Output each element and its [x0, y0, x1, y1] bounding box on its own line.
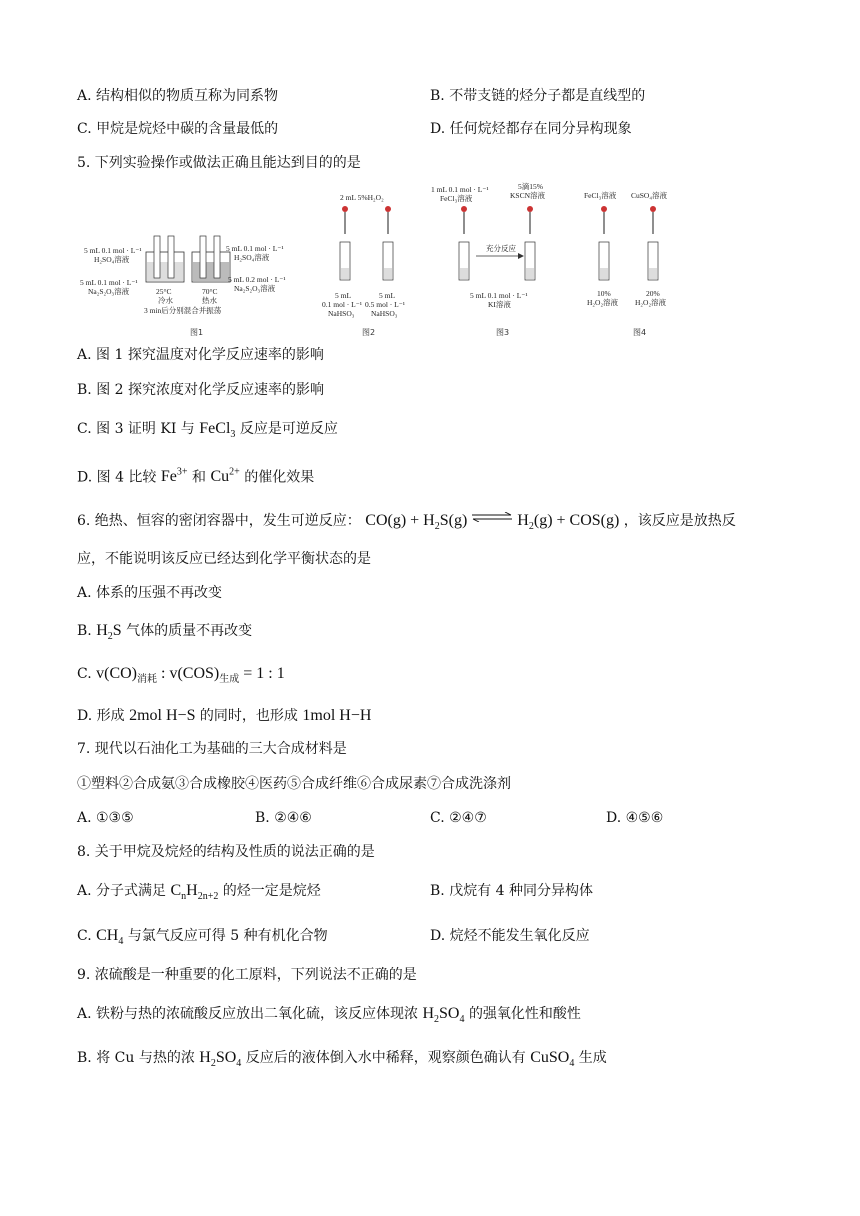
q8-stem: 8. 关于甲烷及烷烃的结构及性质的说法正确的是 [77, 844, 375, 860]
fig1-bath2-label: 热水 [202, 296, 217, 305]
formula-cuso4: CuSO$_4$ [530, 1049, 575, 1070]
fig1-bath2-temp: 70°C [202, 287, 218, 296]
fig4-tube1-b: H₂O₂溶液 [587, 298, 619, 307]
fig1-bath1-temp: 25°C [156, 287, 172, 296]
q6-option-c: C. $v(CO)_{消耗}$ : $v(COS)_{生成} = 1$ : 1 [77, 665, 285, 686]
figure-1 [80, 236, 286, 337]
fig1-note: 3 min后分别混合并振荡 [144, 306, 222, 315]
fig3-tube-a: 5 mL 0.1 mol · L⁻¹ [470, 291, 528, 300]
formula-fecl3: FeCl$_3$ [199, 420, 236, 441]
figure-2 [322, 193, 405, 337]
fig4-reagent2: CuSO₄溶液 [631, 191, 667, 200]
q6-option-a: A. 体系的压强不再改变 [77, 585, 223, 601]
fig2-tube2-b: 0.5 mol · L⁻¹ [365, 300, 405, 309]
fig1-bath1-label: 冷水 [158, 296, 173, 305]
fig3-arrow-label: 充分反应 [486, 244, 516, 253]
q9-option-b: B. 将 Cu 与热的浓 $H_2SO_4$ 反应后的液体倒入水中稀释，观察颜色确认有 CuSO$_4$ 生成 [77, 1049, 607, 1070]
q5-option-c: C. 图 3 证明 KI 与 FeCl$_3$ 反应是可逆反应 [77, 420, 338, 441]
q7-option-b: B. ②④⑥ [255, 810, 312, 826]
q7-option-d: D. ④⑤⑥ [606, 810, 664, 826]
fig3-reagent2-b: KSCN溶液 [510, 191, 546, 200]
fig3-reagent2-a: 5滴15% [518, 182, 543, 191]
q6-rate-ratio: $v(CO)_{消耗}$ : $v(COS)_{生成} = 1$ : 1 [96, 665, 285, 686]
q6-option-b: B. $H_2S$ 气体的质量不再改变 [77, 622, 253, 643]
q8-option-d: D. 烷烃不能发生氧化反应 [430, 928, 590, 944]
formula-fe3plus: $Fe^{3+}$ [160, 467, 188, 486]
fig1-left-bottom: 5 mL 0.1 mol · L⁻¹ [80, 278, 138, 287]
q6-equation: $CO(g) + H_2S(g) H_2(g) + COS(g)$ [365, 512, 620, 533]
q8-option-b: B. 戊烷有 4 种同分异构体 [430, 883, 593, 899]
fig1-right-bottom2: Na₂S₂O₃溶液 [234, 284, 276, 293]
q6-option-d: D. 形成 2mol H−S 的同时，也形成 1mol H−H [77, 707, 372, 724]
fig1-caption: 图1 [190, 328, 204, 337]
fig1-right-top2: H₂SO₄溶液 [234, 253, 270, 262]
figure-3 [431, 181, 546, 337]
fig1-right-bottom: 5 mL 0.2 mol · L⁻¹ [228, 275, 286, 284]
formula-ch4: $CH_4$ [96, 927, 124, 948]
fig2-tube1-a: 5 mL [335, 291, 352, 300]
formula-cu2plus: $Cu^{2+}$ [210, 467, 240, 486]
fig3-reagent1-a: 1 mL 0.1 mol · L⁻¹ [431, 185, 489, 194]
q4-option-d: D. 任何烷烃都存在同分异构现象 [430, 121, 632, 137]
fig2-reagent: 2 mL 5%H₂O₂ [340, 193, 384, 202]
fig1-left-bottom2: Na₂S₂O₃溶液 [88, 287, 130, 296]
q6-stem-line2: 应，不能说明该反应已经达到化学平衡状态的是 [77, 551, 371, 567]
formula-cnh2n2: $C_nH_{2n+2}$ [170, 882, 219, 903]
reversible-arrow-icon [471, 512, 513, 522]
formula-h2s: $H_2S$ [96, 622, 122, 643]
fig2-tube1-b: 0.1 mol · L⁻¹ [322, 300, 362, 309]
figure-4 [584, 190, 667, 337]
fig4-reagent1: FeCl₃溶液 [584, 191, 617, 200]
q5-option-a: A. 图 1 探究温度对化学反应速率的影响 [77, 347, 324, 363]
fig3-caption: 图3 [496, 328, 510, 337]
fig2-caption: 图2 [362, 328, 376, 337]
q9-stem: 9. 浓硫酸是一种重要的化工原料，下列说法不正确的是 [77, 967, 417, 983]
fig3-reagent1-b: FeCl₃溶液 [440, 194, 473, 203]
formula-h2so4-2: $H_2SO_4$ [199, 1049, 242, 1070]
fig4-tube2-a: 20% [646, 289, 660, 298]
q4-option-a: A. 结构相似的物质互称为同系物 [77, 88, 279, 104]
q5-experiment-figure [78, 178, 688, 340]
q7-option-c: C. ②④⑦ [430, 810, 487, 826]
fig4-tube2-b: H₂O₂溶液 [635, 298, 667, 307]
fig2-tube2-c: NaHSO₃ [371, 309, 398, 318]
fig4-tube1-a: 10% [597, 289, 611, 298]
fig2-tube1-c: NaHSO₃ [328, 309, 355, 318]
q8-option-a: A. 分子式满足 $C_nH_{2n+2}$ 的烃一定是烷烃 [77, 882, 321, 903]
q4-option-c: C. 甲烷是烷烃中碳的含量最低的 [77, 121, 279, 137]
q7-option-a: A. ①③⑤ [77, 810, 134, 826]
q8-option-c: C. $CH_4$ 与氯气反应可得 5 种有机化合物 [77, 927, 328, 948]
fig1-left-top2: H₂SO₄溶液 [94, 255, 130, 264]
q4-option-b: B. 不带支链的烃分子都是直线型的 [430, 88, 646, 104]
q6-stem-line1: 6. 绝热、恒容的密闭容器中，发生可逆反应： $CO(g) + H_2S(g) H_2(g) + COS(g)$ ，该反应是放热反 [77, 512, 736, 533]
q7-stem: 7. 现代以石油化工为基础的三大合成材料是 [77, 741, 347, 757]
fig1-left-top: 5 mL 0.1 mol · L⁻¹ [84, 246, 142, 255]
q7-items: ①塑料②合成氨③合成橡胶④医药⑤合成纤维⑥合成尿素⑦合成洗涤剂 [77, 776, 511, 792]
q9-option-a: A. 铁粉与热的浓硫酸反应放出二氧化硫，该反应体现浓 $H_2SO_4$ 的强氧化性和酸性 [77, 1005, 581, 1026]
fig1-right-top: 5 mL 0.1 mol · L⁻¹ [226, 244, 284, 253]
q5-option-b: B. 图 2 探究浓度对化学反应速率的影响 [77, 382, 324, 398]
fig2-tube2-a: 5 mL [379, 291, 396, 300]
fig3-tube-b: KI溶液 [488, 300, 511, 309]
fig4-caption: 图4 [633, 328, 647, 337]
q5-stem: 5. 下列实验操作或做法正确且能达到目的的是 [77, 155, 361, 171]
q5-option-d: D. 图 4 比较 $Fe^{3+}$ 和 $Cu^{2+}$ 的催化效果 [77, 467, 315, 486]
q6-bond-h-h: 1mol H−H [302, 707, 372, 724]
formula-h2so4: $H_2SO_4$ [422, 1005, 465, 1026]
q6-bond-h-s: 2mol H−S [129, 707, 196, 724]
